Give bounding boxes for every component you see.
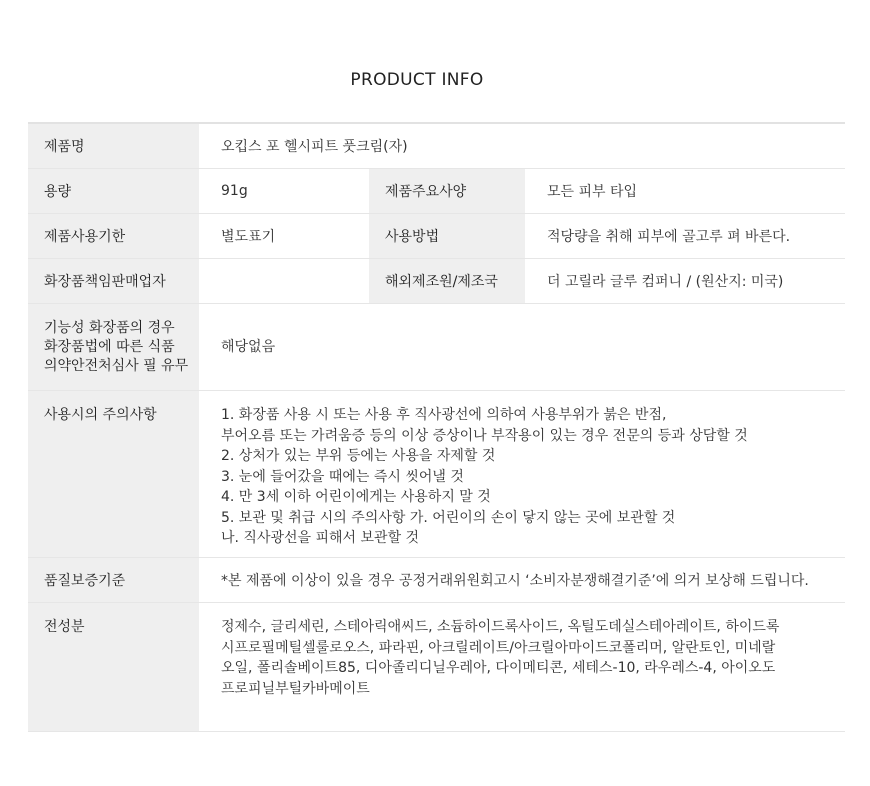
label-product-name: 제품명	[28, 124, 199, 168]
label-functional-line: 화장품법에 따른 식품	[44, 338, 175, 355]
row-seller	[28, 259, 845, 304]
value-main-spec: 모든 피부 타입	[547, 184, 638, 200]
label-expiry: 제품사용기한	[28, 214, 199, 258]
value-volume: 91g	[221, 183, 248, 199]
precaution-line: 1. 화장품 사용 시 또는 사용 후 직사광선에 의하여 사용부위가 붉은 반점,	[221, 407, 667, 423]
ingredient-line: 시프로필메틸셀룰로오스, 파라핀, 아크릴레이트/아크릴아마이드코폴리머, 알란토인, 미네랄	[221, 639, 776, 656]
value-precautions	[199, 391, 845, 557]
value-seller	[199, 259, 369, 303]
row-precautions	[28, 391, 845, 558]
precaution-line: 나. 직사광선을 피해서 보관할 것	[221, 530, 420, 546]
label-volume: 용량	[28, 169, 199, 213]
value-functional: 해당없음	[221, 338, 276, 355]
label-main-spec: 제품주요사양	[369, 169, 525, 213]
value-expiry: 별도표기	[221, 229, 276, 245]
precaution-line: 4. 만 3세 이하 어린이에게는 사용하지 말 것	[221, 489, 491, 505]
label-quality: 품질보증기준	[28, 558, 199, 602]
value-ingredients	[199, 603, 845, 731]
label-seller: 화장품책임판매업자	[28, 259, 199, 303]
precaution-line: 5. 보관 및 취급 시의 주의사항 가. 어린이의 손이 닿지 않는 곳에 보관할 것	[221, 509, 676, 526]
ingredient-line: 오일, 폴리솔베이트85, 디아졸리디닐우레아, 다이메티콘, 세테스-10, 라우레스-4, 아이오도	[221, 660, 776, 676]
value-usage: 적당량을 취해 피부에 골고루 펴 바른다.	[547, 229, 791, 245]
row-expiry	[28, 214, 845, 259]
ingredient-line: 정제수, 글리세린, 스테아릭애씨드, 소듐하이드록사이드, 옥틸도데실스테아레이트, 하이드록	[221, 619, 780, 635]
label-usage: 사용방법	[369, 214, 525, 258]
row-volume	[28, 169, 845, 214]
label-ingredients: 전성분	[28, 603, 199, 731]
row-functional	[28, 304, 845, 391]
value-quality: *본 제품에 이상이 있을 경우 공정거래위원회고시 ‘소비자분쟁해결기준’에 의거 보상해 드립니다.	[221, 573, 809, 589]
label-precautions: 사용시의 주의사항	[28, 391, 199, 557]
row-ingredients	[28, 603, 845, 732]
row-quality	[28, 558, 845, 603]
label-functional-line: 의약안전처심사 필 유무	[44, 357, 189, 374]
precaution-line: 부어오름 또는 가려움증 등의 이상 증상이나 부작용이 있는 경우 전문의 등과 상담할 것	[221, 427, 748, 444]
page-title: PRODUCT INFO	[350, 70, 484, 90]
precaution-line: 2. 상처가 있는 부위 등에는 사용을 자제할 것	[221, 448, 496, 464]
value-manufacturer: 더 고릴라 글루 컴퍼니 / (원산지: 미국)	[547, 274, 784, 290]
value-product-name: 오킵스 포 헬시피트 풋크림(자)	[221, 139, 408, 155]
precaution-line: 3. 눈에 들어갔을 때에는 즉시 씻어낼 것	[221, 468, 464, 485]
product-info-table	[28, 122, 845, 732]
label-manufacturer: 해외제조원/제조국	[369, 259, 525, 303]
label-functional	[28, 304, 199, 390]
label-functional-line: 기능성 화장품의 경우	[44, 319, 175, 336]
row-product-name	[28, 124, 845, 169]
ingredient-line: 프로피닐부틸카바메이트	[221, 680, 370, 697]
